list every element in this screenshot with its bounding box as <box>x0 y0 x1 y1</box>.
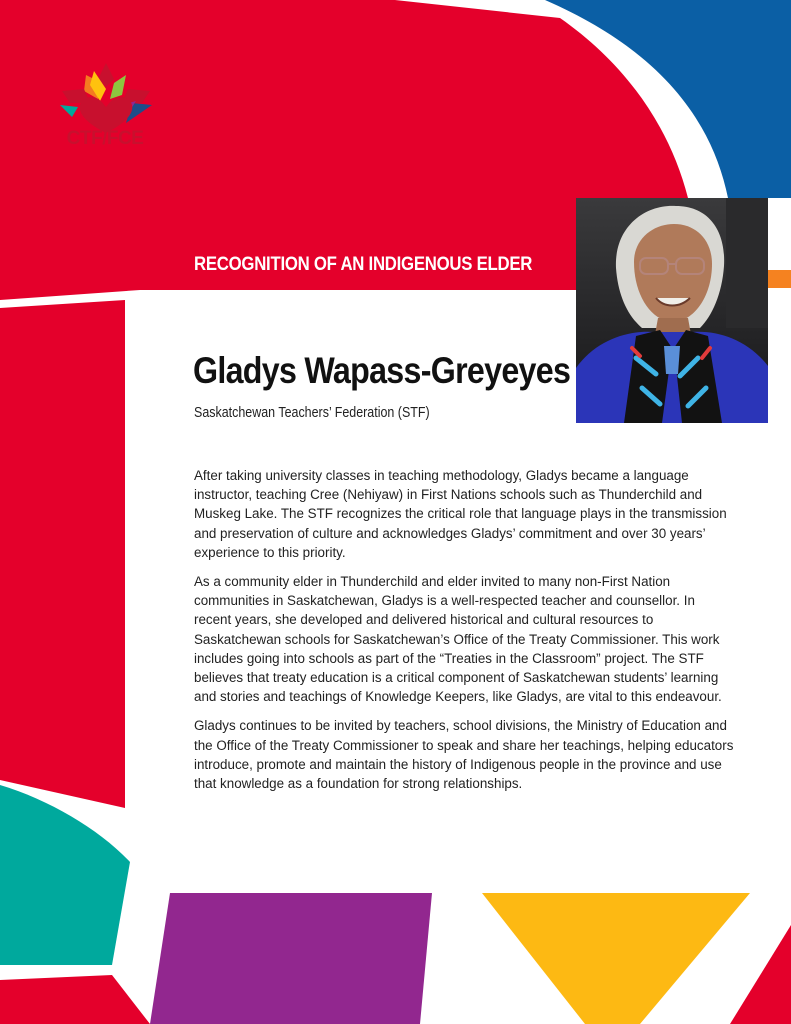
orange-accent-bar <box>768 270 791 288</box>
logo-text: CTF/FCE <box>66 128 144 149</box>
portrait-photo <box>576 198 768 423</box>
red-bottom-right-shape <box>730 925 791 1024</box>
body-paragraph: As a community elder in Thunderchild and elder invited to many non-First Nation communities in Saskatchewan, Gladys is a well-respected teacher and counsellor. In recent years, she developed and delivered historical and cultural resources to Saskatchewan schools for Saskatchewan’s Office of the Treaty Commissioner. This work includes going into schools as part of the “Treaties in the Classroom” project. The STF believes that treaty education is a critical component of Saskatchewan students’ learning and stories and teachings of Knowledge Keepers, like Gladys, are vital to this endeavour. <box>194 574 722 705</box>
section-kicker: RECOGNITION OF AN INDIGENOUS ELDER <box>194 253 533 275</box>
logo-petal-teal <box>60 105 78 117</box>
red-left-strip <box>0 300 125 808</box>
purple-shape <box>150 893 432 1024</box>
body-paragraph: After taking university classes in teaching methodology, Gladys became a language instructor, teaching Cree (Nehiyaw) in First Nations schools such as Thunderchild and Muskeg Lake. The STF recognizes the critical role that language plays in the transmission and preservation of culture and acknowledges Gladys’ commitment and over 30 years’ experience to this priority. <box>194 468 727 560</box>
honoree-name: Gladys Wapass-Greyeyes <box>193 350 571 391</box>
red-bottom-left-shape <box>0 975 150 1024</box>
body-text <box>194 466 734 803</box>
body-paragraph: Gladys continues to be invited by teachers, school divisions, the Ministry of Education and the Office of the Treaty Commissioner to speak and share her teachings, helping educators introduce, promote and maintain the history of Indigenous people in the province and use that knowledge as a foundation for strong relationships. <box>194 718 734 792</box>
honoree-organization: Saskatchewan Teachers’ Federation (STF) <box>194 405 430 421</box>
yellow-shape <box>482 893 750 1024</box>
